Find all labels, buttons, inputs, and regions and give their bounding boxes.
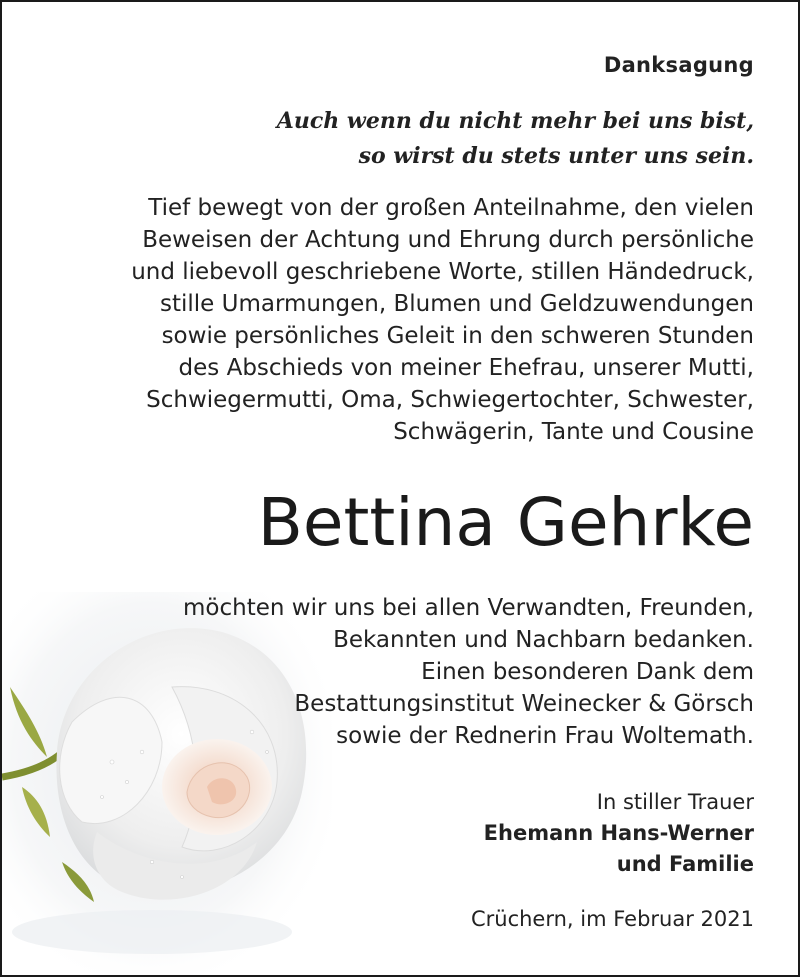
thanks-line: möchten wir uns bei allen Verwandten, Freunden, xyxy=(183,595,754,621)
intro-line: Schwägerin, Tante und Cousine xyxy=(393,419,754,445)
intro-text xyxy=(131,192,754,448)
intro-line: stille Umarmungen, Blumen und Geldzuwendungen xyxy=(159,291,754,317)
motto xyxy=(277,104,754,174)
family-line: und Familie xyxy=(616,852,754,876)
intro-line: Beweisen der Achtung und Ehrung durch persönliche xyxy=(142,227,754,253)
thanks-text xyxy=(183,592,754,752)
motto-line: Auch wenn du nicht mehr bei uns bist, xyxy=(276,108,754,134)
thanks-line: Einen besonderen Dank dem xyxy=(421,659,754,685)
intro-line: und liebevoll geschriebene Worte, stillen Händedruck, xyxy=(131,259,754,285)
intro-line: Schwiegermutti, Oma, Schwiegertochter, Schwester, xyxy=(146,387,754,413)
thanks-line: Bestattungsinstitut Weinecker & Görsch xyxy=(294,691,754,717)
family-line: Ehemann Hans-Werner xyxy=(483,821,754,845)
motto-line: so wirst du stets unter uns sein. xyxy=(358,143,754,169)
intro-line: des Abschieds von meiner Ehefrau, unserer Mutti, xyxy=(178,355,754,381)
thanks-line: Bekannten und Nachbarn bedanken. xyxy=(333,627,754,653)
place-date: Crüchern, im Februar 2021 xyxy=(470,907,754,931)
intro-line: sowie persönliches Geleit in den schweren Stunden xyxy=(161,323,754,349)
thanks-line: sowie der Rednerin Frau Woltemath. xyxy=(336,723,754,749)
intro-line: Tief bewegt von der großen Anteilnahme, den vielen xyxy=(148,195,754,221)
deceased-name: Bettina Gehrke xyxy=(257,484,754,561)
signature xyxy=(484,787,754,880)
heading: Danksagung xyxy=(603,53,754,77)
mourning-line: In stiller Trauer xyxy=(596,790,754,814)
